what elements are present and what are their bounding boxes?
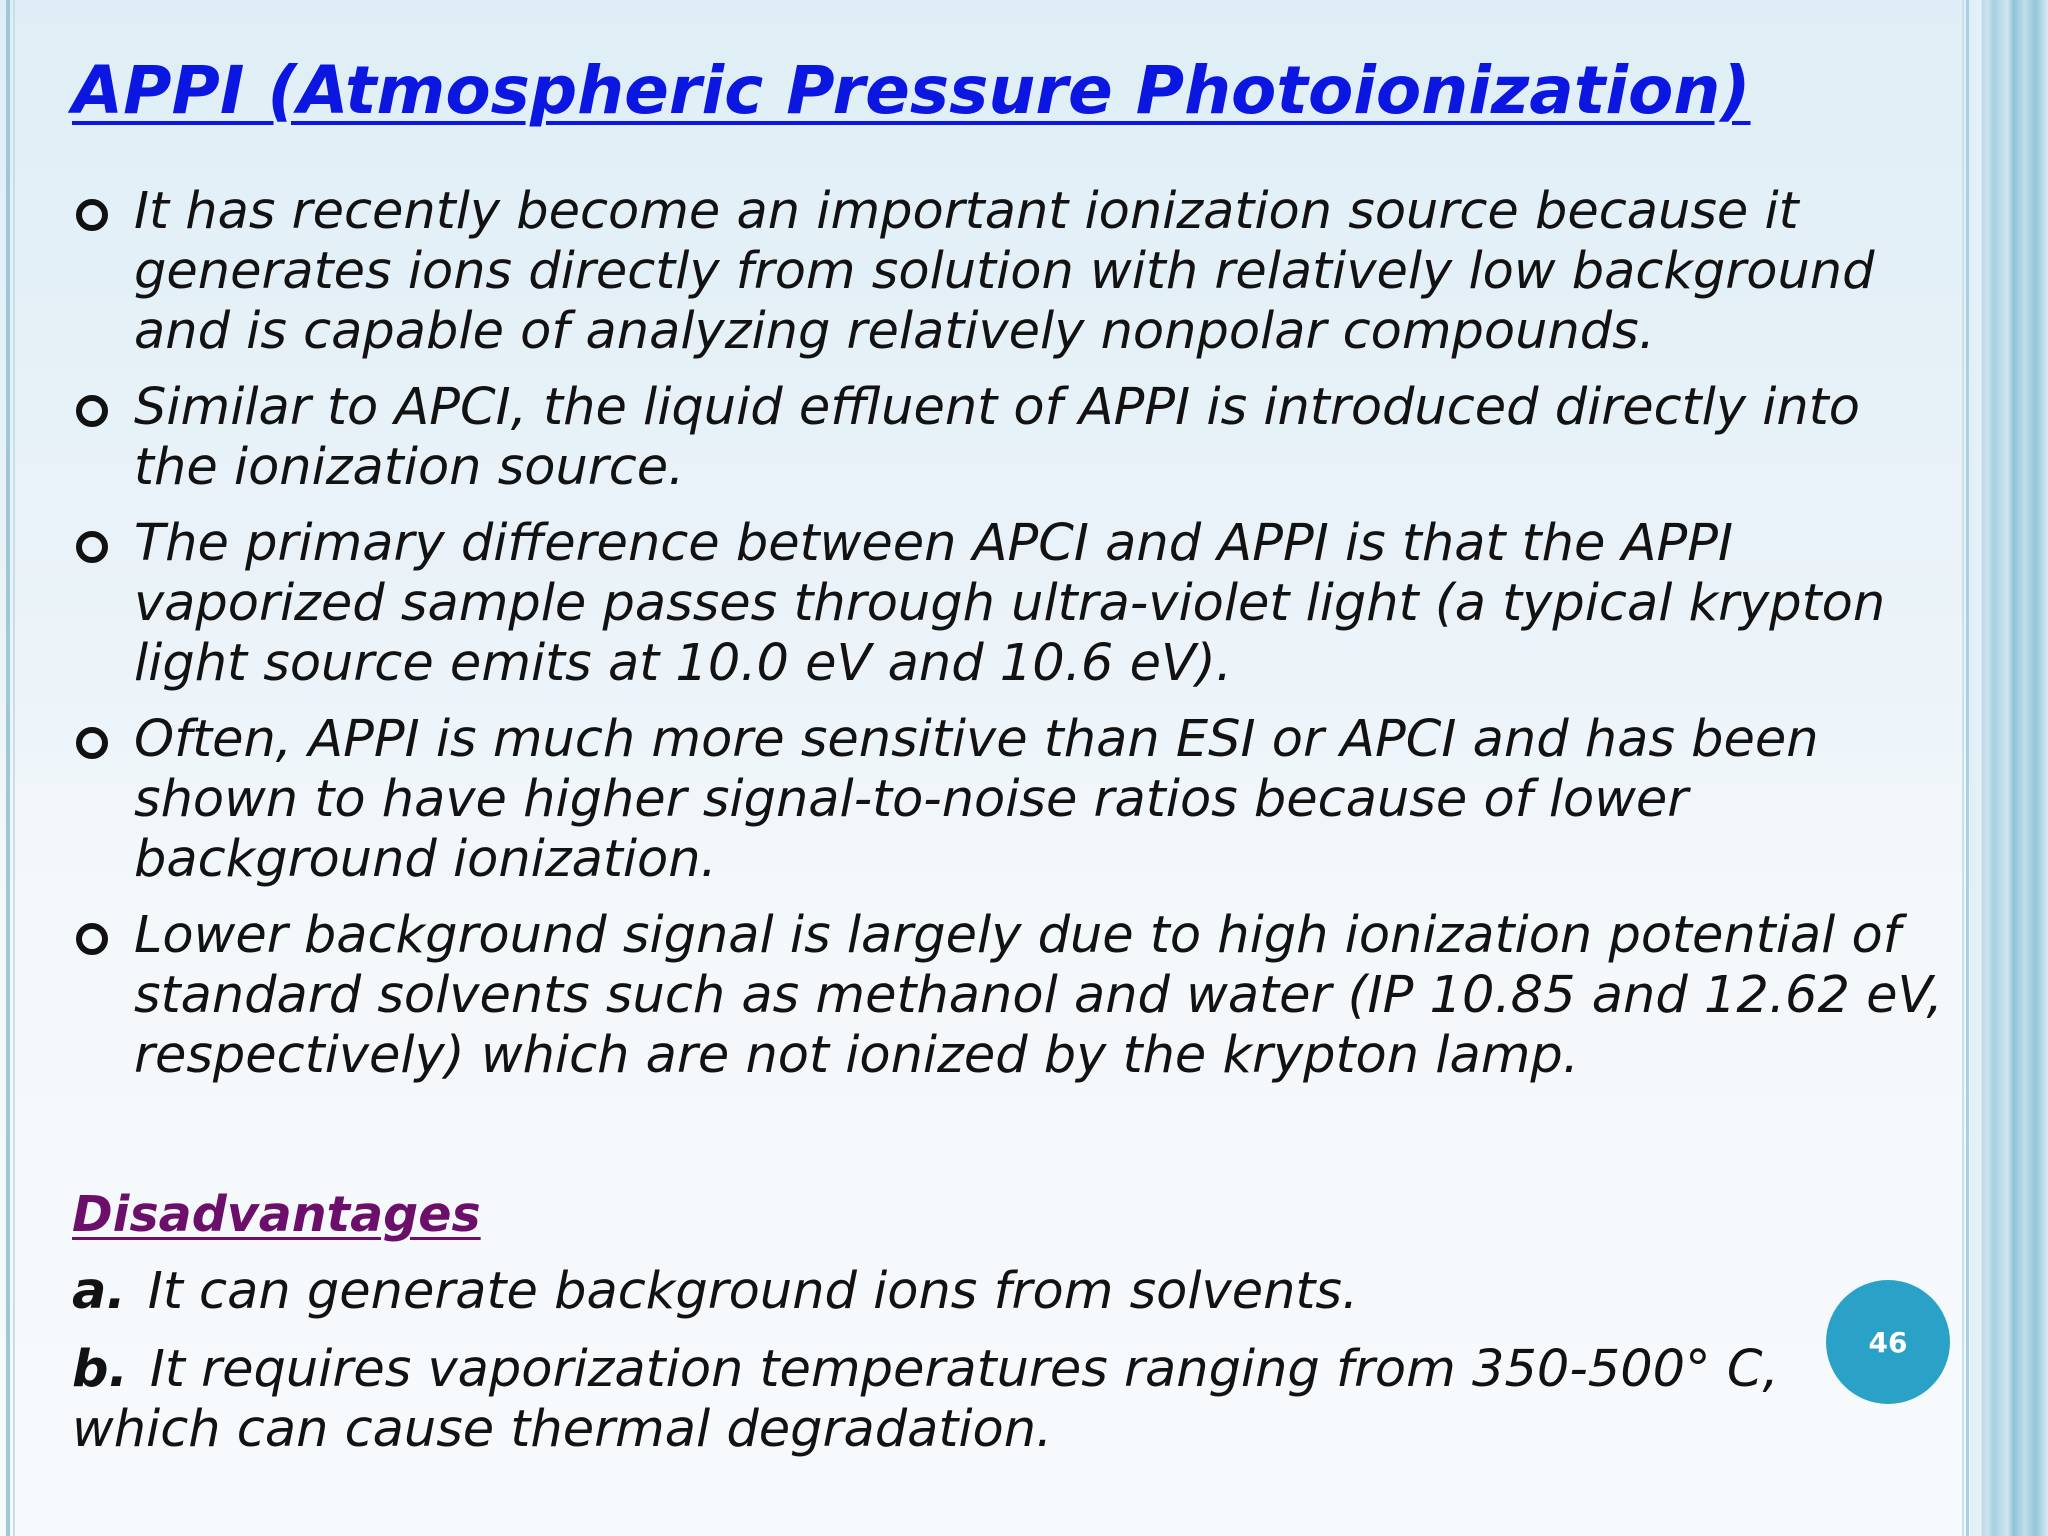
bullet-item	[72, 906, 1947, 1086]
bullet-item	[72, 378, 1947, 498]
disadvantage-item	[72, 1262, 1932, 1322]
item-marker: a.	[72, 1262, 126, 1321]
hollow-circle-bullet-icon	[76, 923, 108, 955]
bullet-text: Often, APPI is much more sensitive than ESI or APCI and has been shown to have higher signal-to-noise ratios because of lower background ionization.	[134, 710, 1819, 889]
bullet-text: Similar to APCI, the liquid effluent of APPI is introduced directly into the ionization source.	[134, 378, 1860, 497]
page-number: 46	[1868, 1325, 1908, 1359]
bullet-item	[72, 710, 1947, 890]
bullet-text: The primary difference between APCI and APPI is that the APPI vaporized sample passes through ultra-violet light (a typical krypton light source emits at 10.0 eV and 10.6 eV).	[134, 514, 1886, 693]
right-border-line	[1966, 0, 1969, 1536]
disadvantage-text: It requires vaporization temperatures ranging from 350-500° C, which can cause thermal degradation.	[72, 1340, 1779, 1459]
hollow-circle-bullet-icon	[76, 395, 108, 427]
hollow-circle-bullet-icon	[76, 727, 108, 759]
slide-left-border-inner	[13, 0, 15, 1536]
bullet-text: Lower background signal is largely due to high ionization potential of standard solvents such as methanol and water (IP 10.85 and 12.62 eV, respectively) which are not ionized by the krypton lamp.	[134, 906, 1943, 1085]
slide-title: APPI (Atmospheric Pressure Photoionization)	[72, 52, 1751, 129]
slide-left-border	[6, 0, 10, 1536]
bullet-list	[72, 182, 1947, 1102]
disadvantages-heading: Disadvantages	[72, 1186, 481, 1243]
bullet-text: It has recently become an important ionization source because it generates ions directly from solution with relatively low background and is capable of analyzing relatively nonpolar compounds.	[134, 182, 1875, 361]
hollow-circle-bullet-icon	[76, 199, 108, 231]
right-border-line	[1962, 0, 1964, 1536]
bullet-item	[72, 182, 1947, 362]
disadvantage-item	[72, 1340, 1932, 1460]
bullet-item	[72, 514, 1947, 694]
disadvantages-list	[72, 1262, 1932, 1478]
right-decorative-strip	[1970, 0, 2048, 1536]
page-number-badge	[1826, 1280, 1950, 1404]
disadvantage-text: It can generate background ions from solvents.	[147, 1262, 1359, 1321]
hollow-circle-bullet-icon	[76, 531, 108, 563]
item-marker: b.	[72, 1340, 128, 1399]
